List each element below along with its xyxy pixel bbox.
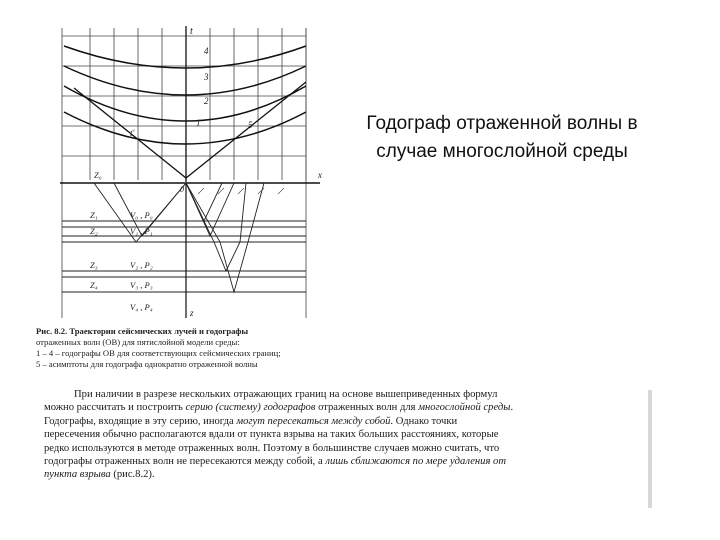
ray-paths (94, 183, 264, 292)
body-line-2: можно рассчитать и построить серию (систему) годографов отраженных волн для многослойной среды. (44, 402, 514, 414)
slide-title-line-2: случае многослойной среды (376, 141, 628, 162)
hodograph-figure (54, 20, 336, 325)
caption-line-4: 5 – асимптоты для годографа однократно отраженной волны (36, 359, 258, 369)
caption-line-2: отраженных волн (ОВ) для пятислойной модели среды: (36, 337, 240, 347)
curve-label-1: 1 (196, 118, 201, 128)
curve-label-4: 4 (204, 46, 209, 56)
t-axis-label: t (190, 26, 193, 37)
layer-props-4: V₃ , P₃ (130, 280, 153, 290)
body-line-6: годографы отраженных волн не пересекаются между собой, а лишь сближаются по мере удаления от (44, 456, 506, 468)
scanned-textbook-page (36, 20, 652, 495)
layer-props-3: V₂ , P₂ (130, 260, 153, 270)
x-axis-label: x (318, 170, 322, 180)
tangent-label: t' (130, 128, 135, 138)
boundary-hatching (198, 188, 284, 194)
body-line-3: Годографы, входящие в эту серию, иногда могут пересекаться между собой. Однако точки (44, 415, 458, 427)
layer-props-2: V₁ , P₁ (130, 226, 153, 236)
boundary-label-z4: Z₄ (90, 280, 98, 290)
body-line-7: пункта взрыва (рис.8.2). (44, 469, 155, 481)
curve-label-3: 3 (204, 72, 209, 82)
boundary-label-z1: Z₁ (90, 210, 98, 220)
slide-title-line-1: Годограф отраженной волны в (366, 113, 638, 134)
curve-label-2: 2 (204, 96, 209, 106)
layer-boundaries (62, 221, 306, 292)
body-line-1: При наличии в разрезе нескольких отражающих границ на основе вышеприведенных формул (74, 389, 498, 400)
figure-caption (36, 326, 326, 370)
scan-edge (648, 390, 652, 508)
caption-line-1: Рис. 8.2. Траектории сейсмических лучей и годографы (36, 326, 249, 336)
hodograph-curve-1 (64, 112, 306, 144)
curve-label-5: 5 (248, 120, 253, 130)
boundary-label-z0: Z₀ (94, 170, 102, 180)
hodograph-curve-2 (64, 86, 306, 121)
body-line-5: редко используются в методе отраженных волн. Поэтому в большинстве случаев можно считать, что (44, 442, 500, 454)
hodograph-curves (64, 46, 306, 144)
layer-props-5: V₄ , P₄ (130, 302, 153, 312)
body-paragraph (44, 388, 650, 482)
body-line-4: пересечения обычно располагаются вдали от пункта взрыва на таких больших расстояниях, которые (44, 429, 499, 441)
origin-label: 0 (180, 185, 184, 194)
boundary-label-z2: Z₂ (90, 226, 98, 236)
caption-line-3: 1 – 4 – годографы ОВ для соответствующих сейсмических границ; (36, 348, 281, 358)
boundary-label-z3: Z₃ (90, 260, 98, 270)
layer-props-1: V₀ , P₀ (130, 210, 153, 220)
hodograph-curve-3 (64, 66, 306, 95)
hodograph-curve-4 (64, 46, 306, 68)
z-axis-label: z (190, 308, 194, 318)
